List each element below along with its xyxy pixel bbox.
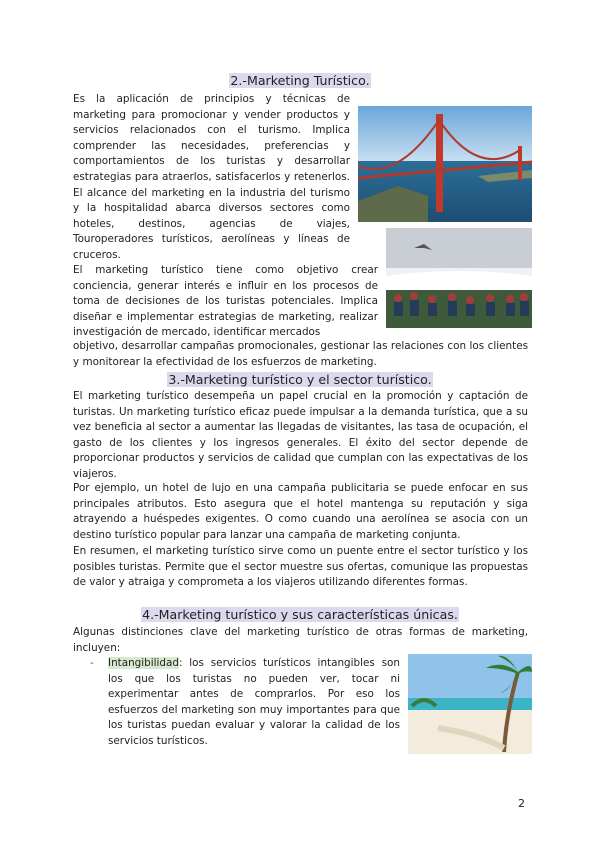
section-2-title: 2.-Marketing Turístico.: [230, 73, 370, 88]
bullet-term: Intangibilidad: [108, 657, 179, 669]
section-3-title: 3.-Marketing turístico y el sector turístico.: [168, 372, 432, 387]
section-4-title: 4.-Marketing turístico y sus características únicas.: [142, 607, 458, 622]
section-3-paragraph-1: El marketing turístico desempeña un papel crucial en la promoción y captación de turistas. Un marketing turístico eficaz puede impulsar a la demanda turística, que a su vez beneficia al sector a aumentar las llegadas de visitantes, las tasa de ocupación, el gasto de los clientes y los ingresos generales. El éxito del sector depende de proporcionar productos y servicios de calidad que cumplan con las expectativas de los viajeros.: [73, 390, 528, 480]
palm-beach-image: [408, 654, 532, 754]
section-2-paragraph-2b: objetivo, desarrollar campañas promocionales, gestionar las relaciones con los clientes y monitorear la efectividad de los esfuerzos de marketing.: [73, 340, 528, 368]
waterfall-tourists-image: [386, 228, 532, 328]
section-4-intro: Algunas distinciones clave del marketing turístico de otras formas de marketing, incluyen:: [73, 626, 528, 654]
bullet-intangibilidad: [108, 656, 400, 750]
section-2-paragraph-1: Es la aplicación de principios y técnicas de marketing para promocionar y vender productos y servicios relacionados con el turismo. Implica comprender las necesidades, preferencias y comportamientos de los turistas y desarrollar estrategias para atraerlos, satisfacerlos y retenerlos. El alcance del marketing en la industria del turismo y la hospitalidad abarca diversos sectores como hoteles, destinos, agencias de viajes, Touroperadores turísticos, aerolíneas y líneas de cruceros.: [73, 93, 350, 261]
golden-gate-bridge-image: [358, 106, 532, 222]
bullet-text: : los servicios turísticos intangibles son los que los turistas no pueden ver, tocar ni experimentar antes de comprarlos. Por eso los esfuerzos del marketing son muy importantes para que los turistas puedan evaluar y valorar la calidad de los servicios turísticos.: [108, 657, 400, 747]
page-number: 2: [518, 797, 525, 810]
section-2-paragraph-2a: El marketing turístico tiene como objetivo crear conciencia, generar interés e influir en los procesos de toma de decisiones de los turistas potenciales. Implica diseñar e implementar estrategias de marketing, realizar investigación de mercado, identificar mercados: [73, 264, 378, 339]
section-3-paragraph-2: Por ejemplo, un hotel de lujo en una campaña publicitaria se puede enfocar en sus principales atributos. Esto asegura que el hotel mantenga su reputación y siga atrayendo a huéspedes exigentes. O como cuando una aerolínea se asocia con un destino turístico popular para lanzar una campaña de marketing conjunta.: [73, 482, 528, 541]
section-3-paragraph-3: En resumen, el marketing turístico sirve como un puente entre el sector turístico y los posibles turistas. Permite que el sector muestre sus ofertas, comunique las propuestas de valor y atraiga y comprometa a los viajeros utilizando diferentes formas.: [73, 545, 528, 589]
bullet-dash: -: [90, 657, 94, 669]
